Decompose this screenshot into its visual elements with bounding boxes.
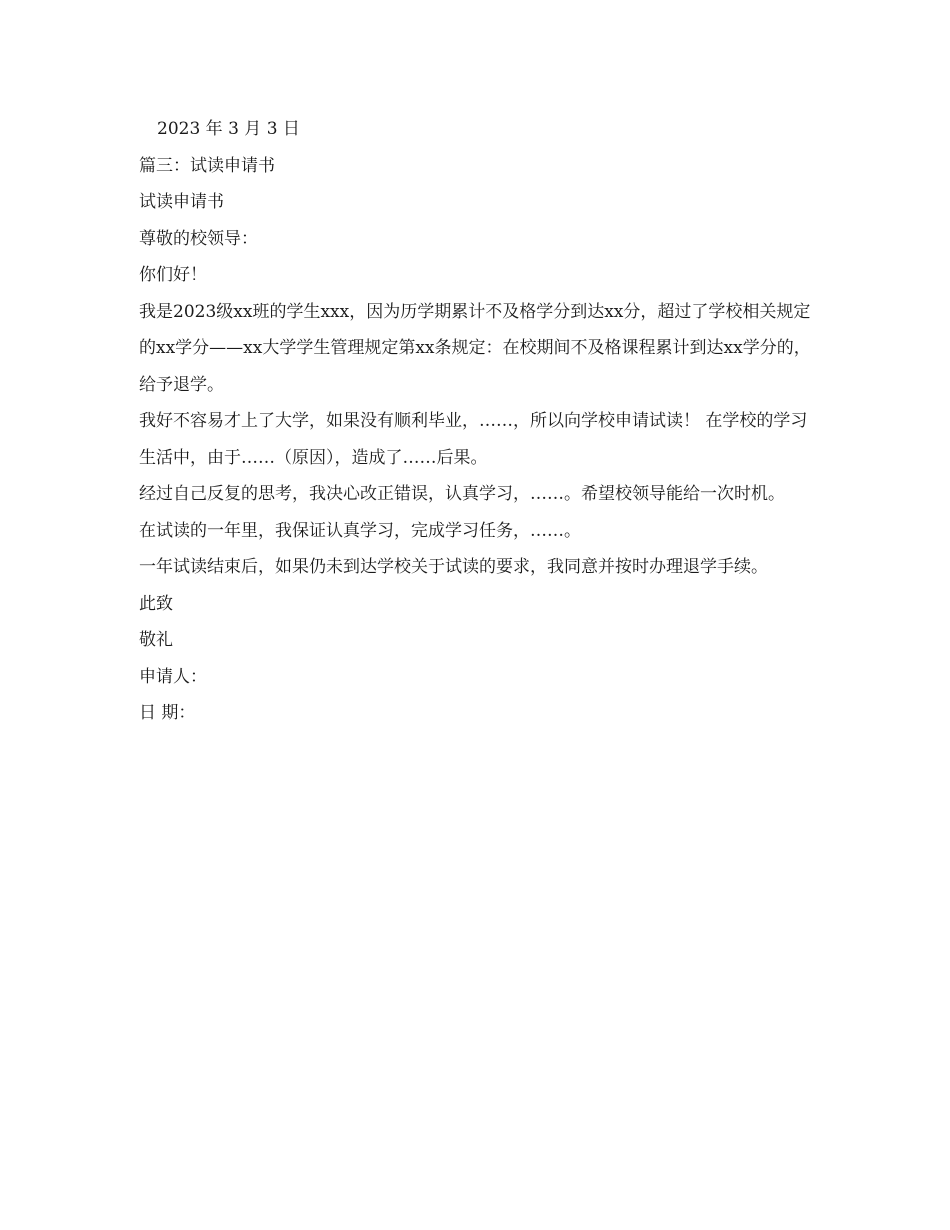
- greeting: 你们好！: [139, 265, 207, 285]
- salutation: 尊敬的校领导：: [139, 228, 258, 249]
- date-label: 日 期：: [139, 703, 196, 723]
- closing-jing-li: 敬礼: [139, 630, 173, 650]
- document-title: 试读申请书: [139, 192, 224, 212]
- paragraph-request: 我好不容易才上了大学，如果没有顺利毕业，……，所以向学校申请试读！ 在学校的学习生活中，由于……（原因），造成了……后果。: [139, 411, 808, 468]
- date-line: 2023 年 3 月 3 日: [157, 119, 300, 139]
- paragraph-promise: 在试读的一年里，我保证认真学习，完成学习任务，……。: [139, 520, 581, 541]
- applicant-label: 申请人：: [139, 666, 207, 687]
- paragraph-resolve: 经过自己反复的思考，我决心改正错误，认真学习，……。希望校领导能给一次时机。: [139, 484, 785, 504]
- closing-ci-zhi: 此致: [139, 593, 173, 614]
- document-body: [139, 111, 819, 732]
- paragraph-reason: 我是2023级xx班的学生xxx，因为历学期累计不及格学分到达xx分，超过了学校相关规定的xx学分——xx大学学生管理规定第xx条规定：在校期间不及格课程累计到达xx学分的，给予退学。: [139, 301, 811, 395]
- section-heading: 篇三：试读申请书: [139, 155, 275, 176]
- paragraph-consequence: 一年试读结束后，如果仍未到达学校关于试读的要求，我同意并按时办理退学手续。: [139, 557, 768, 577]
